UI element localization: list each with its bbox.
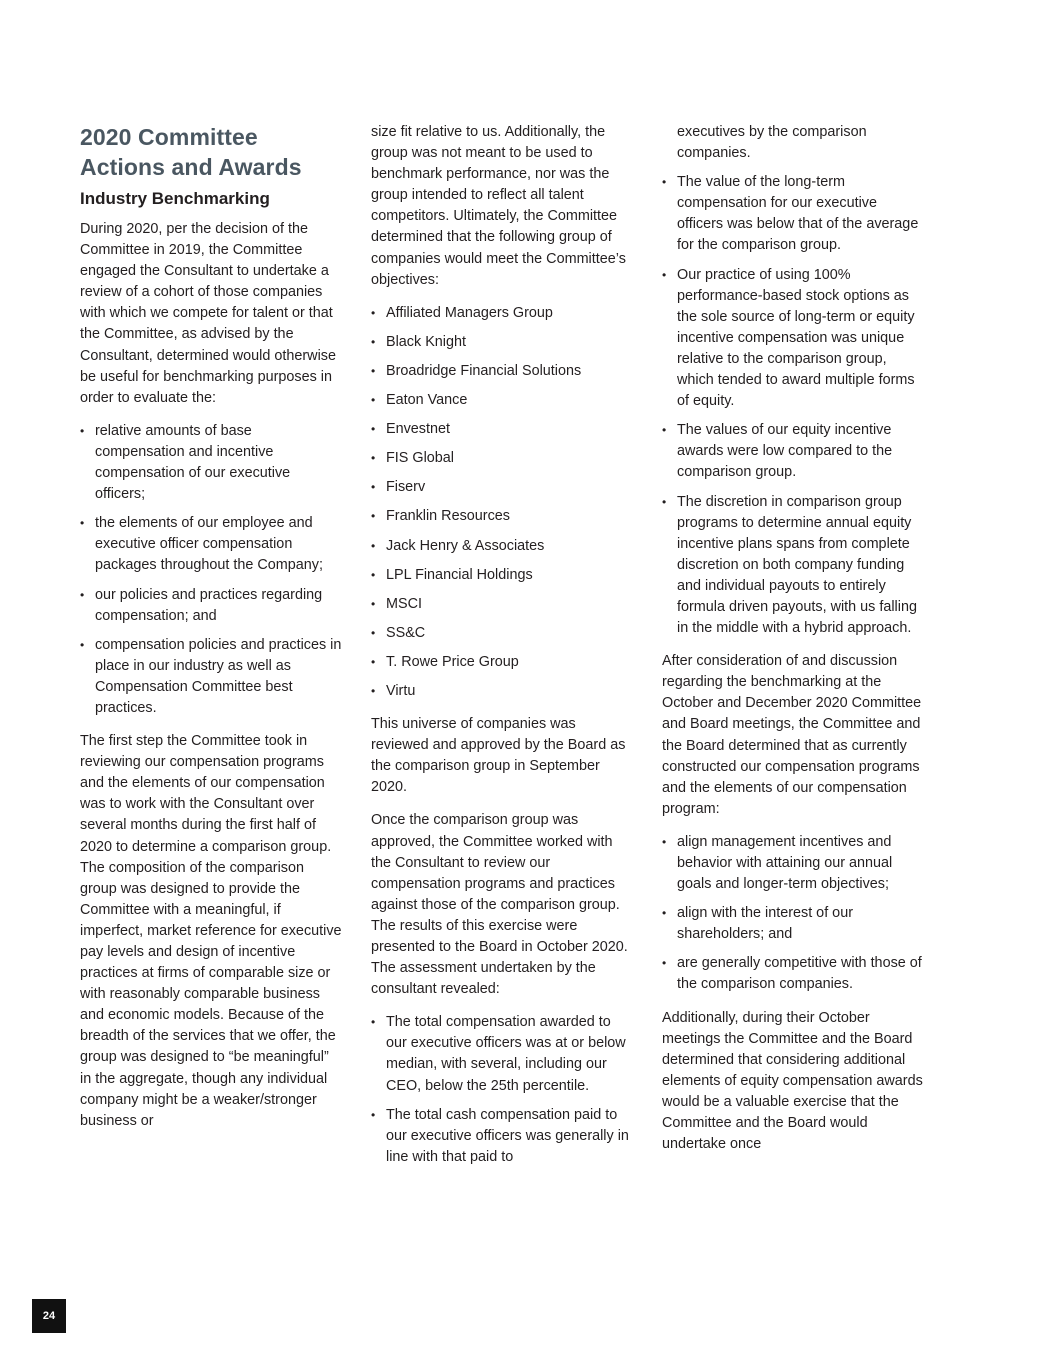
list-item: • MSCI [371,594,633,615]
list-item: • T. Rowe Price Group [371,652,633,673]
list-item: • the elements of our employee and executive officer compensation packages throughout the Company; [80,513,342,576]
list-item: • Fiserv [371,477,633,498]
list-item: • relative amounts of base compensation and incentive compensation of our executive officers; [80,421,342,505]
paragraph: Once the comparison group was approved, the Committee worked with the Consultant to review our compensation programs and practices against those of the comparison group. The results of this exercise were presented to the Board in October 2020. The assessment undertaken by the consultant revealed: [371,812,628,998]
list-item: • are generally competitive with those of the comparison companies. [662,953,924,995]
paragraph: After consideration of and discussion regarding the benchmarking at the October and December 2020 Committee and Board meetings, the Committee and the Board determined that as currently constructed our compensation programs and the elements of our compensation program: [662,653,922,817]
bullet-list [662,172,924,639]
column-1 [80,122,342,1144]
list-item: • Virtu [371,681,633,702]
list-item: • align management incentives and behavior with attaining our annual goals and longer-term objectives; [662,832,924,895]
paragraph: This universe of companies was reviewed and approved by the Board as the comparison group in September 2020. [371,716,626,796]
list-item: • LPL Financial Holdings [371,565,633,586]
list-item: • Black Knight [371,332,633,353]
bullet-list [662,122,924,164]
page-title: 2020 Committee Actions and Awards [80,124,302,180]
list-item: • Broadridge Financial Solutions [371,361,633,382]
list-item: • SS&C [371,623,633,644]
list-item: • Affiliated Managers Group [371,303,633,324]
list-item: • Envestnet [371,419,633,440]
paragraph: The first step the Committee took in reviewing our compensation programs and the elements of our compensation was to work with the Consultant over several months during the first half of 2020 to determine a comparison group. The composition of the comparison group was designed to provide the Committee with a meaningful, if imperfect, market reference for executive pay levels and design of incentive practices at firms of comparable size or with reasonably comparable business and economic models. Because of the breadth of the services that we offer, the group was designed to “be meaningful” in the aggregate, though any individual company might be a weaker/stronger business or [80,733,342,1129]
column-2 [371,122,633,1180]
section-heading: Industry Benchmarking [80,189,270,208]
paragraph: During 2020, per the decision of the Committee in 2019, the Committee engaged the Consultant to undertake a review of a cohort of those companies with which we compete for talent or that the Committee, as advised by the Consultant, determined would otherwise be useful for benchmarking purposes in order to evaluate the: [80,221,336,406]
company-list [371,303,633,702]
list-item: • The discretion in comparison group programs to determine annual equity incentive plans spans from complete discretion on both company funding and individual payouts to entirely formula driven payouts, with us falling in the middle with a hybrid approach. [662,492,924,640]
list-item: • FIS Global [371,448,633,469]
bullet-list [662,832,924,996]
list-item: • The value of the long-term compensation for our executive officers was below that of the average for the comparison group. [662,172,924,256]
list-item: • The total cash compensation paid to our executive officers was generally in line with that paid to [371,1105,633,1168]
bullet-list [371,1012,633,1168]
list-item: • our policies and practices regarding compensation; and [80,585,342,627]
paragraph: size fit relative to us. Additionally, the group was not meant to be used to benchmark performance, nor was the group intended to reflect all talent competitors. Ultimately, the Committee determined that the following group of companies would meet the Committee’s objectives: [371,124,626,288]
list-item: • Our practice of using 100% performance-based stock options as the sole source of long-term or equity incentive compensation was unique relative to the comparison group, which tended to award multiple forms of equity. [662,265,924,413]
list-item: • Franklin Resources [371,506,633,527]
bullet-list [80,421,342,719]
paragraph: Additionally, during their October meetings the Committee and the Board determined that considering additional elements of equity compensation awards would be a valuable exercise that the Committee and the Board would undertake once [662,1009,923,1153]
list-item: • align with the interest of our shareholders; and [662,903,924,945]
list-item: • Jack Henry & Associates [371,536,633,557]
list-item: • compensation policies and practices in place in our industry as well as Compensation Committee best practices. [80,635,342,719]
list-item: • The total compensation awarded to our executive officers was at or below median, with several, including our CEO, below the 25th percentile. [371,1012,633,1096]
column-3 [662,122,924,1167]
list-item-continuation: executives by the comparison companies. [677,124,867,162]
page-number: 24 [32,1299,66,1333]
list-item: • Eaton Vance [371,390,633,411]
list-item: • The values of our equity incentive awards were low compared to the comparison group. [662,420,924,483]
